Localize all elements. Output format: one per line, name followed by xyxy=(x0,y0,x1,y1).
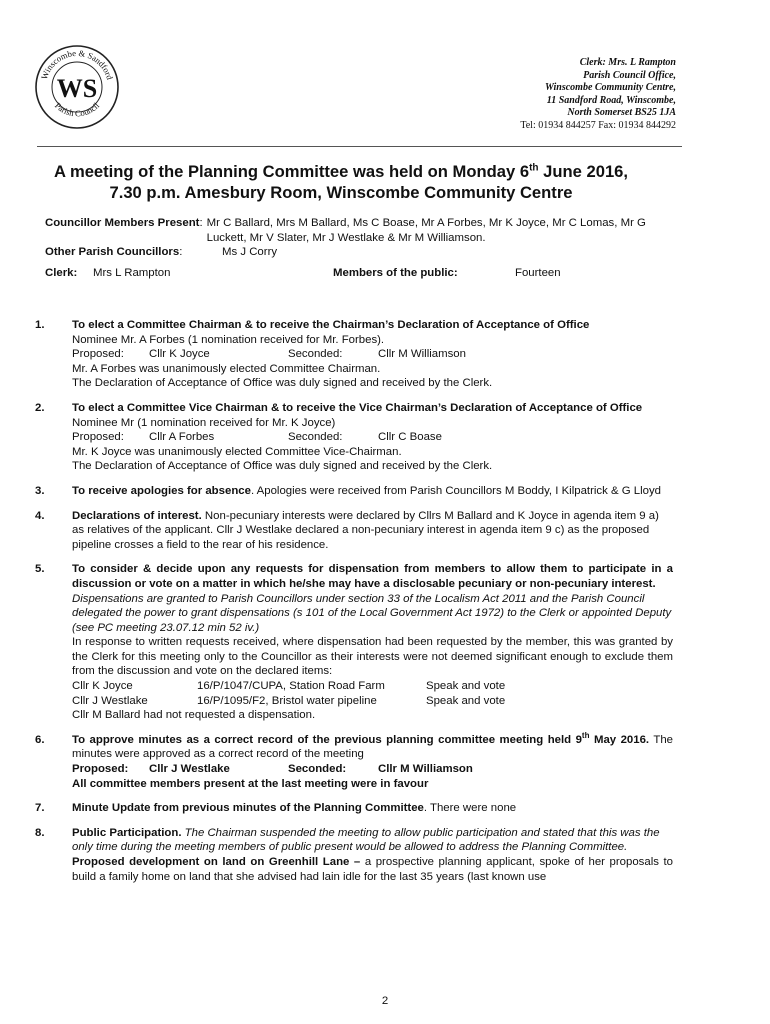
item-heading: To approve minutes as a correct record of the previous planning committee meeting held 9th May 2016. xyxy=(72,731,650,746)
attendance-section xyxy=(45,216,685,282)
item-number: 3. xyxy=(35,484,45,497)
sub-item-text: a prospective planning applicant, spoke of her proposals to build a family home on land that she advised had lain idle for the last 35 years (last known use xyxy=(72,856,673,883)
item-body xyxy=(72,733,673,762)
proposer-line: Proposed: Cllr A Forbes Seconded: Cllr C Boase xyxy=(72,431,442,444)
logo-top-text: Winscombe & Sandford xyxy=(39,47,115,81)
item-number: 5. xyxy=(35,563,45,576)
item-number: 7. xyxy=(35,802,45,815)
proposer-line: Proposed: Cllr J Westlake Seconded: Cllr M Williamson xyxy=(72,763,473,776)
logo-bottom-text: Parish Council xyxy=(52,100,102,119)
title-line-1: A meeting of the Planning Committee was held on Monday 6th June 2016, xyxy=(53,162,629,181)
page-number: 2 xyxy=(381,995,389,1007)
item-text: The Chairman suspended the meeting to allow public participation and stated that this was the only time during the meeting members of public present would be allowed to address the Planning Committee. xyxy=(72,826,660,854)
item-body xyxy=(72,509,673,553)
clerk-row xyxy=(45,266,685,282)
office-line: Parish Council Office, xyxy=(583,69,676,81)
election-result: Mr. K Joyce was unanimously elected Committee Vice-Chairman. xyxy=(72,445,402,458)
item-text: The minutes were approved as a correct record of the meeting xyxy=(72,733,674,761)
vote-summary: All committee members present at the last meeting were in favour xyxy=(72,777,429,790)
dispensation-response-text: In response to written requests received, where dispensation had been requested by the member, this was granted by the Clerk for this meeting only to the Councillor as their interests were not deemed significant enough to exclude them from the discussion and vote on the declared items: xyxy=(72,636,673,678)
other-councillors-value: Ms J Corry xyxy=(222,246,278,259)
councillors-present-label: Councillor Members Present: xyxy=(45,217,203,229)
declaration-text: The Declaration of Acceptance of Office was duly signed and received by the Clerk. xyxy=(72,377,493,390)
agenda-item-7 xyxy=(35,801,673,816)
election-result: Mr. A Forbes was unanimously elected Committee Chairman. xyxy=(72,362,381,375)
dispensation-policy-text: Dispensations are granted to Parish Councillors under section 33 of the Localism Act 2011 and the Parish Council delegated the power to grant dispensations (s 101 of the Local Government Act 1972) to the Clerk or appointed Deputy (see PC meeting 23.07.12 min 52 iv.) xyxy=(72,592,672,634)
item-body xyxy=(72,484,673,499)
sub-item-body xyxy=(72,855,673,884)
item-number: 8. xyxy=(35,826,45,839)
item-text: . Apologies were received from Parish Councillors M Boddy, I Kilpatrick & G Lloyd xyxy=(250,484,661,497)
dispensation-row: Cllr K Joyce 16/P/1047/CUPA, Station Road Farm Speak and vote xyxy=(72,680,506,693)
parish-crest-icon xyxy=(34,44,120,130)
item-heading: Declarations of interest. xyxy=(72,509,202,522)
street-line: 11 Sandford Road, Winscombe, xyxy=(546,94,676,106)
agenda-item-8 xyxy=(35,826,673,884)
agenda-item-1 xyxy=(35,318,673,391)
logo-initials: WS xyxy=(56,74,98,103)
postcode-line: North Somerset BS25 1JA xyxy=(567,107,676,119)
header-divider xyxy=(37,146,682,147)
item-number: 2. xyxy=(35,401,45,414)
item-heading: Minute Update from previous minutes of the Planning Committee xyxy=(72,802,424,815)
other-councillors-row xyxy=(45,245,685,260)
proposer-line: Proposed: Cllr K Joyce Seconded: Cllr M Williamson xyxy=(72,348,466,361)
building-line: Winscombe Community Centre, xyxy=(544,82,676,94)
item-heading: To consider & decide upon any requests for dispensation from members to allow them to participate in a discussion or vote on a matter in which he/she may have a disclosable pecuniary or non-pecuniary interest. xyxy=(72,563,673,590)
phone-fax-line: Tel: 01934 844257 Fax: 01934 844292 xyxy=(520,119,676,131)
nominee-text: Nominee Mr. A Forbes (1 nomination received for Mr. Forbes). xyxy=(72,333,385,346)
item-text: . There were none xyxy=(423,802,517,815)
nominee-text: Nominee Mr (1 nomination received for Mr. K Joyce) xyxy=(72,416,336,429)
title-line-2: 7.30 p.m. Amesbury Room, Winscombe Community Centre xyxy=(109,183,573,202)
item-heading: To elect a Committee Chairman & to receive the Chairman’s Declaration of Acceptance of Office xyxy=(72,319,590,331)
agenda-items xyxy=(35,318,673,894)
dispensation-note: Cllr M Ballard had not requested a dispensation. xyxy=(72,709,316,722)
item-body xyxy=(72,826,673,855)
public-value: Fourteen xyxy=(515,266,561,279)
councillors-present-row xyxy=(45,216,685,245)
item-heading: To receive apologies for absence xyxy=(72,484,251,497)
item-number: 4. xyxy=(35,509,45,522)
public-label: Members of the public: xyxy=(333,266,458,279)
agenda-item-5 xyxy=(35,562,673,723)
item-body xyxy=(72,801,673,816)
agenda-item-6 xyxy=(35,733,673,791)
agenda-item-4 xyxy=(35,509,673,553)
agenda-item-3 xyxy=(35,484,673,499)
address-block xyxy=(520,57,676,133)
clerk-label: Clerk: xyxy=(45,266,78,279)
item-heading: Public Participation. xyxy=(72,826,182,839)
page-title xyxy=(20,161,662,203)
declaration-text: The Declaration of Acceptance of Office was duly signed and received by the Clerk. xyxy=(72,460,493,473)
parish-council-logo xyxy=(34,44,120,130)
clerk-value: Mrs L Rampton xyxy=(93,266,171,279)
sub-item-heading: Proposed development on land on Greenhill Lane – xyxy=(72,856,361,868)
agenda-item-2 xyxy=(35,401,673,474)
councillors-present-value: Mr C Ballard, Mrs M Ballard, Ms C Boase, Mr A Forbes, Mr K Joyce, Mr C Lomas, Mr G Luckett, Mr V Slater, Mr J Westlake & Mr M Williamson. xyxy=(206,217,646,244)
clerk-name-line: Clerk: Mrs. L Rampton xyxy=(579,57,676,68)
item-heading: To elect a Committee Vice Chairman & to receive the Vice Chairman’s Declaration of Acceptance of Office xyxy=(72,401,643,414)
item-text: Non-pecuniary interests were declared by Cllrs M Ballard and K Joyce in agenda item 9 a) as relatives of the applicant. Cllr J Westlake declared a non-pecuniary interest in agenda item 9 c) as the proposed pipeline crosses a field to the rear of his residence. xyxy=(72,509,659,551)
other-councillors-label: Other Parish Councillors: xyxy=(45,246,183,259)
item-number: 1. xyxy=(35,319,45,331)
item-number: 6. xyxy=(35,733,45,746)
dispensation-row: Cllr J Westlake 16/P/1095/F2, Bristol water pipeline Speak and vote xyxy=(72,694,506,707)
